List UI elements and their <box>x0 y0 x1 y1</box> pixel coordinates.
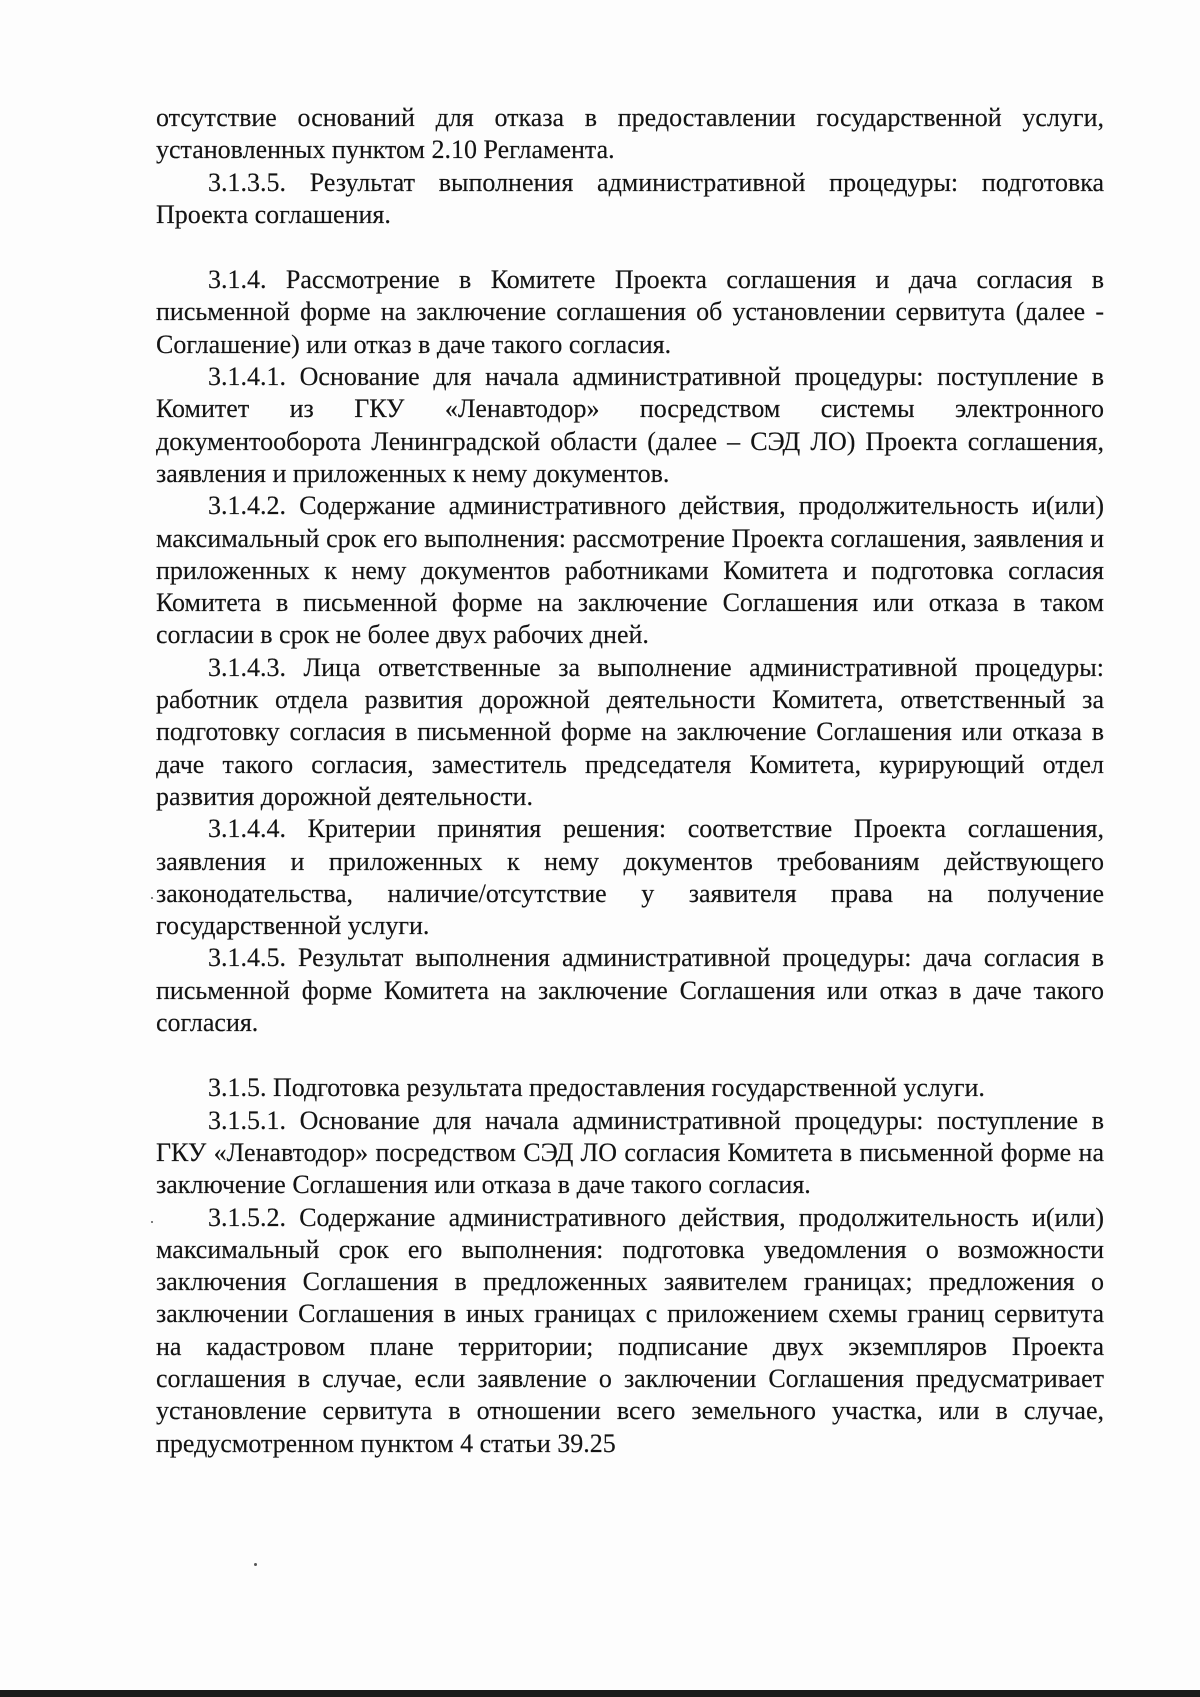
paragraph-3-1-5: 3.1.5. Подготовка результата предоставления государственной услуги. <box>208 1073 985 1103</box>
paragraph-3-1-5-1: 3.1.5.1. Основание для начала административной процедуры: поступление в ГКУ «Ленавтодор» посредством СЭД ЛО согласия Комитета в письменной форме на заключение Соглашения или отказа в даче такого согласия. <box>156 1105 1104 1200</box>
scan-speck <box>151 1221 153 1223</box>
paragraph-3-1-4-5: 3.1.4.5. Результат выполнения административной процедуры: дача согласия в письменной форме Комитета на заключение Соглашения или отказ в даче такого согласия. <box>156 943 1104 1038</box>
paragraph-gap <box>156 231 1104 264</box>
document-body <box>156 102 1104 1460</box>
paragraph-3-1-4-4: 3.1.4.4. Критерии принятия решения: соответствие Проекта соглашения, заявления и приложенных к нему документов требованиям действующего законодательства, наличие/отсутствие у заявителя права на получение государственной услуги. <box>156 814 1104 941</box>
paragraph-intro: отсутствие оснований для отказа в предоставлении государственной услуги, установленных пунктом 2.10 Регламента. <box>156 103 1104 165</box>
scan-bottom-edge <box>0 1690 1200 1697</box>
scan-speck <box>151 897 153 899</box>
paragraph-3-1-4-2: 3.1.4.2. Содержание административного действия, продолжительность и(или) максимальный срок его выполнения: рассмотрение Проекта соглашения, заявления и приложенных к нему документов работниками Комитета и подготовка согласия Комитета в письменной форме на заключение Соглашения или отказа в таком согласии в срок не более двух рабочих дней. <box>156 491 1104 650</box>
paragraph-3-1-4: 3.1.4. Рассмотрение в Комитете Проекта соглашения и дача согласия в письменной форме на заключение соглашения об установлении сервитута (далее - Соглашение) или отказ в даче такого согласия. <box>156 265 1104 359</box>
paragraph-3-1-3-5: 3.1.3.5. Результат выполнения административной процедуры: подготовка Проекта соглашения. <box>156 167 1104 229</box>
paragraph-3-1-4-3: 3.1.4.3. Лица ответственные за выполнение административной процедуры: работник отдела развития дорожной деятельности Комитета, ответственный за подготовку согласия в письменной форме на заключение Соглашения или отказа в даче такого согласия, заместитель председателя Комитета, курирующий отдел развития дорожной деятельности. <box>156 652 1104 811</box>
paragraph-gap <box>156 1039 1104 1072</box>
scan-speck <box>254 1563 257 1566</box>
paragraph-3-1-5-2: 3.1.5.2. Содержание административного действия, продолжительность и(или) максимальный срок его выполнения: подготовка уведомления о возможности заключения Соглашения в предложенных заявителем границах; предложения о заключении Соглашения в иных границах с приложением схемы границ сервитута на кадастровом плане территории; подписание двух экземпляров Проекта соглашения в случае, если заявление о заключении Соглашения предусматривает установление сервитута в отношении всего земельного участка, или в случае, предусмотренном пунктом 4 статьи 39.25 <box>156 1202 1104 1458</box>
paragraph-3-1-4-1: 3.1.4.1. Основание для начала административной процедуры: поступление в Комитет из ГКУ «Ленавтодор» посредством системы электронного документооборота Ленинградской области (далее – СЭД ЛО) Проекта соглашения, заявления и приложенных к нему документов. <box>156 362 1104 488</box>
